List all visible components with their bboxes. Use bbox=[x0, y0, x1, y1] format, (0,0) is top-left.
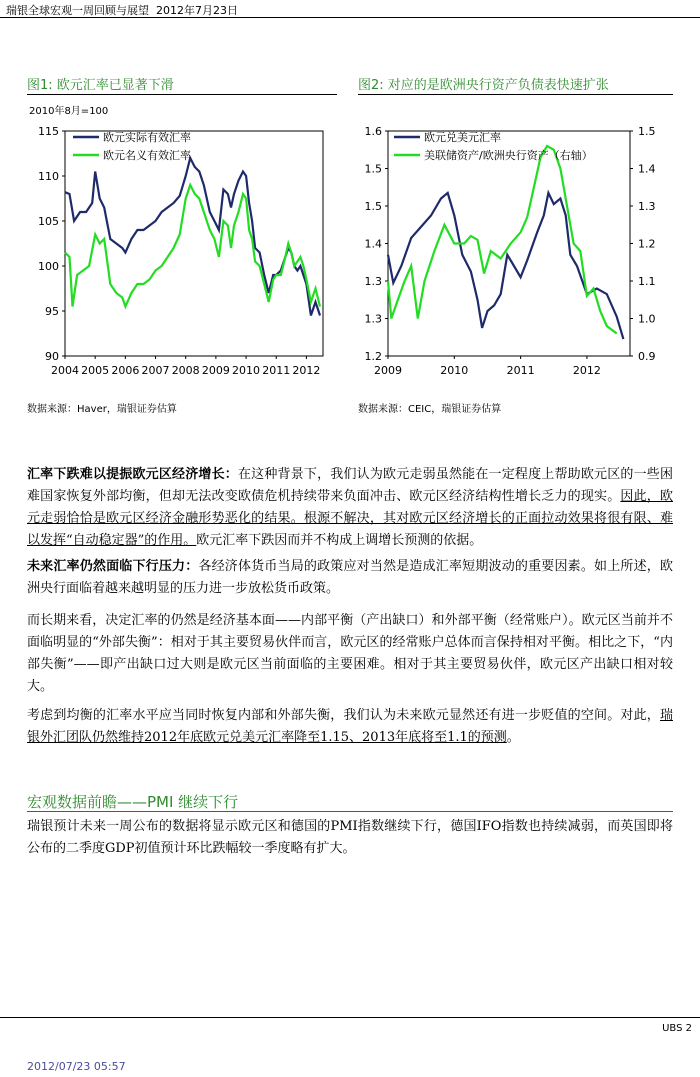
paragraph-4-underlined: 瑞银外汇团队仍然维持2012年底欧元兑美元汇率降至1.15、2013年底将至1.1的预测 bbox=[27, 708, 673, 745]
fig2-xtick-label: 2011 bbox=[506, 364, 535, 377]
fig2-y2tick-label: 1.5 bbox=[638, 125, 656, 138]
fig1-ytick-label: 90 bbox=[45, 350, 59, 363]
fig2-y2tick-label: 1.0 bbox=[638, 312, 656, 326]
fig1-xtick-label: 2012 bbox=[292, 364, 321, 377]
fig2-legend-label-2: 美联储资产/欧洲央行资产（右轴） bbox=[424, 149, 593, 162]
fig1-ytick-label: 110 bbox=[38, 170, 59, 183]
fig2-ytick-label: 1.5 bbox=[364, 162, 382, 176]
fig1-xtick-label: 2006 bbox=[111, 364, 140, 377]
fig1-xtick-label: 2009 bbox=[201, 364, 230, 377]
fig2-rule bbox=[358, 94, 673, 95]
page-header bbox=[0, 0, 700, 16]
fig2-xtick-label: 2009 bbox=[374, 364, 402, 377]
fig1-source: 数据来源：Haver，瑞银证券估算 bbox=[27, 404, 177, 415]
fig2-ytick-label: 1.3 bbox=[364, 312, 382, 326]
header-title: 瑞银全球宏观一周回顾与展望 bbox=[6, 4, 149, 17]
fig1-series-line-1 bbox=[65, 158, 320, 316]
header-date: 2012年7月23日 bbox=[156, 4, 238, 17]
fig2-xtick-label: 2012 bbox=[572, 364, 601, 377]
fig2-ytick-label: 1.3 bbox=[364, 275, 382, 289]
fig1-xtick-label: 2004 bbox=[51, 364, 79, 377]
fig1-ytick-label: 100 bbox=[38, 260, 59, 273]
fig1-chart bbox=[27, 100, 337, 390]
paragraph-4-end: 。 bbox=[506, 730, 520, 745]
paragraph-2-lead: 未来汇率仍然面临下行压力： bbox=[27, 559, 199, 574]
fig2-xtick-label: 2010 bbox=[440, 364, 469, 377]
paragraph-2 bbox=[27, 556, 673, 600]
paragraph-1-text1: 在这种背景下，我们认为欧元走弱虽然能在一定程度上帮助欧元区的一些困难国家恢复外部均衡，但却无法改变欧债危机持续带来负面冲击、欧元区经济结构性增长乏力的现实。 bbox=[27, 467, 673, 504]
page-number: UBS 2 bbox=[662, 1023, 692, 1034]
paragraph-1-underlined: 因此，欧元走弱恰恰是欧元区经济金融形势恶化的结果。根源不解决，其对欧元区经济增长的正面拉动效果将很有限、难以发挥“自动稳定器”的作用。 bbox=[27, 489, 673, 548]
fig1-ytick-label: 115 bbox=[38, 125, 59, 138]
fig1-xtick-label: 2007 bbox=[141, 364, 170, 377]
fig1-legend-label-2: 欧元名义有效汇率 bbox=[103, 149, 191, 162]
fig2-y2tick-label: 1.3 bbox=[638, 200, 656, 213]
fig2-ytick-label: 1.4 bbox=[364, 237, 382, 251]
paragraph-2-text: 各经济体货币当局的政策应对当然是造成汇率短期波动的重要因素。如上所述，欧洲央行面临着越来越明显的压力进一步放松货币政策。 bbox=[27, 559, 673, 596]
fig1-ytick-label: 95 bbox=[45, 305, 59, 318]
fig1-xtick-label: 2005 bbox=[81, 364, 110, 377]
fig2-plot-frame bbox=[388, 131, 630, 356]
fig2-y2tick-label: 1.4 bbox=[638, 162, 656, 176]
fig2-y2tick-label: 0.9 bbox=[638, 350, 656, 363]
fig1-legend-label-1: 欧元实际有效汇率 bbox=[103, 131, 191, 144]
section-paragraph: 瑞银预计未来一周公布的数据将显示欧元区和德国的PMI指数继续下行，德国IFO指数也持续减弱，而英国即将公布的二季度GDP初值预计环比跌幅较一季度略有扩大。 bbox=[27, 819, 673, 856]
fig2-ytick-label: 1.2 bbox=[364, 350, 382, 363]
footer-rule bbox=[0, 1017, 700, 1018]
fig1-title: 图1: 欧元汇率已显著下滑 bbox=[27, 78, 174, 93]
fig2-y2tick-label: 1.2 bbox=[638, 237, 656, 251]
header-text bbox=[6, 2, 238, 18]
paragraph-4-text: 考虑到均衡的汇率水平应当同时恢复内部和外部失衡，我们认为未来欧元显然还有进一步贬值的空间。对此， bbox=[27, 708, 660, 723]
fig2-chart bbox=[358, 100, 678, 390]
paragraph-3: 而长期来看，决定汇率的仍然是经济基本面——内部平衡（产出缺口）和外部平衡（经常账户）。欧元区当前并不面临明显的“外部失衡”：相对于其主要贸易伙伴而言，欧元区的经常账户总体而言保持相对平衡。相比之下，“内部失衡”——即产出缺口过大则是欧元区当前面临的主要困难。相对于其主要贸易伙伴，欧元区产出缺口相对较大。 bbox=[27, 613, 673, 694]
fig2-ytick-label: 1.5 bbox=[364, 199, 382, 213]
fig1-xtick-label: 2010 bbox=[232, 364, 261, 377]
section-title: 宏观数据前瞻——PMI 继续下行 bbox=[27, 793, 239, 811]
fig2-y2tick-label: 1.1 bbox=[638, 275, 656, 288]
fig2-source: 数据来源：CEIC，瑞银证券估算 bbox=[358, 404, 502, 415]
footer-timestamp: 2012/07/23 05:57 bbox=[27, 1060, 126, 1073]
section-rule bbox=[27, 811, 673, 812]
paragraph-1 bbox=[27, 464, 673, 552]
fig1-ytick-label: 105 bbox=[38, 215, 59, 228]
paragraph-1-lead: 汇率下跌难以提振欧元区经济增长： bbox=[27, 467, 238, 482]
paragraph-4 bbox=[27, 705, 673, 749]
fig2-series-line-1 bbox=[388, 193, 623, 339]
paragraph-1-text2: 欧元汇率下跌因而并不构成上调增长预测的依据。 bbox=[196, 533, 483, 548]
fig1-xtick-label: 2011 bbox=[262, 364, 291, 377]
fig2-title: 图2: 对应的是欧洲央行资产负债表快速扩张 bbox=[358, 78, 609, 93]
fig2-ytick-label: 1.6 bbox=[364, 125, 382, 138]
header-rule bbox=[0, 17, 700, 18]
fig1-xtick-label: 2008 bbox=[171, 364, 200, 377]
fig2-series-line-2 bbox=[388, 146, 617, 334]
fig1-rule bbox=[27, 94, 337, 95]
fig2-legend-label-1: 欧元兑美元汇率 bbox=[424, 131, 501, 144]
fig1-unit-label: 2010年8月=100 bbox=[29, 106, 109, 117]
